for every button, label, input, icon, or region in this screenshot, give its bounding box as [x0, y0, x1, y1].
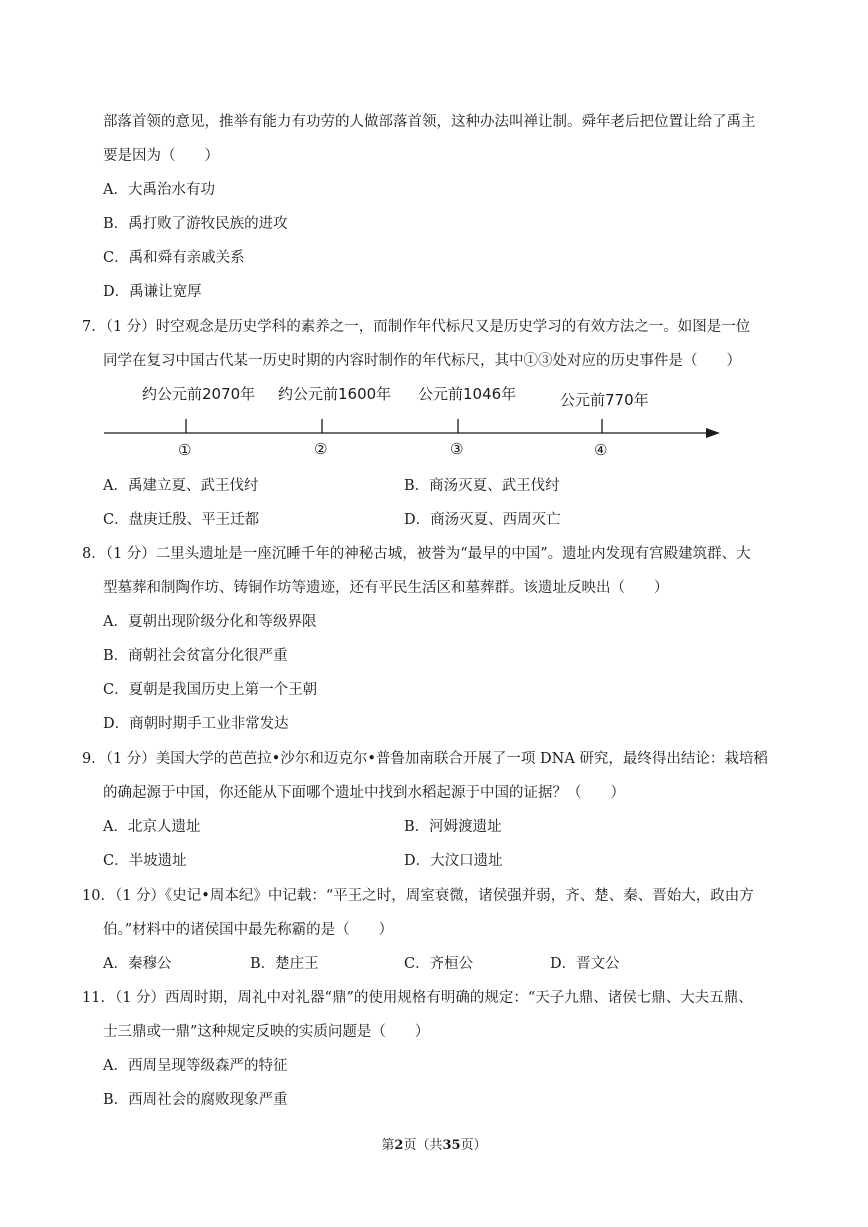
- footer-mid: 页（共: [403, 1138, 443, 1153]
- timeline-figure: [96, 378, 736, 464]
- q9-option-d: D．大汶口遗址: [404, 853, 503, 869]
- q6-stem-line1: 部落首领的意见，推举有能力有功劳的人做部落首领，这种办法叫禅让制。舜年老后把位置让给了禹主: [103, 114, 756, 130]
- timeline-arrow: [706, 428, 720, 438]
- timeline-mark-3: ③: [450, 440, 464, 458]
- q10-stem-line1: 10．（1 分）《史记•周本纪》中记载：“平王之时，周室衰微，诸侯强并弱，齐、楚、秦、晋始大，政由方: [82, 888, 754, 904]
- q11-option-a: A．西周呈现等级森严的特征: [103, 1058, 288, 1074]
- q8-stem-line1: 8．（1 分）二里头遗址是一座沉睡千年的神秘古城，被誉为“最早的中国”。遗址内发现有宫殿建筑群、大: [82, 546, 751, 562]
- q7-option-c: C．盘庚迁殷、平王迁都: [103, 512, 260, 528]
- timeline-label-4: 公元前770年: [560, 391, 649, 409]
- timeline-mark-4: ④: [594, 441, 608, 459]
- q10-option-b: B．楚庄王: [250, 956, 319, 972]
- q7-stem-line1: 7．（1 分）时空观念是历史学科的素养之一，而制作年代标尺又是历史学习的有效方法之一。如图是一位: [82, 319, 751, 335]
- q6-stem-line2: 要是因为（ ）: [103, 148, 219, 164]
- footer-total-pages: 35: [442, 1138, 461, 1153]
- q8-stem-line2: 型墓葬和制陶作坊、铸铜作坊等遗迹，还有平民生活区和墓葬群。该遗址反映出（ ）: [103, 580, 669, 596]
- q9-stem-line1: 9．（1 分）美国大学的芭芭拉•沙尔和迈克尔•普鲁加南联合开展了一项 DNA 研究，最终得出结论：栽培稻: [82, 751, 768, 767]
- q9-option-a: A．北京人遗址: [103, 819, 201, 835]
- q6-option-c: C．禹和舜有亲戚关系: [103, 250, 245, 266]
- q6-option-d: D．禹谦让宽厚: [103, 284, 202, 300]
- q8-option-d: D．商朝时期手工业非常发达: [103, 716, 289, 732]
- q9-option-b: B．河姆渡遗址: [404, 819, 502, 835]
- timeline-mark-2: ②: [314, 440, 328, 458]
- q10-option-d: D．晋文公: [550, 956, 620, 972]
- timeline-label-1: 约公元前2070年: [142, 385, 256, 403]
- q7-option-d: D．商汤灭夏、西周灭亡: [404, 512, 561, 528]
- q10-option-a: A．秦穆公: [103, 956, 172, 972]
- q9-stem-line2: 的确起源于中国，你还能从下面哪个遗址中找到水稻起源于中国的证据？（ ）: [103, 785, 625, 801]
- q10-option-c: C．齐桓公: [404, 956, 474, 972]
- q7-option-b: B．商汤灭夏、武王伐纣: [404, 478, 560, 494]
- q11-stem-line1: 11．（1 分）西周时期，周礼中对礼器“鼎”的使用规格有明确的规定：“天子九鼎、诸侯七鼎、大夫五鼎、: [82, 990, 753, 1006]
- q6-option-b: B．禹打败了游牧民族的进攻: [103, 216, 288, 232]
- q8-option-a: A．夏朝出现阶级分化和等级界限: [103, 614, 317, 630]
- q8-option-c: C．夏朝是我国历史上第一个王朝: [103, 682, 318, 698]
- q7-stem-line2: 同学在复习中国古代某一历史时期的内容时制作的年代标尺，其中①③处对应的历史事件是（ ）: [103, 353, 741, 369]
- timeline-label-3: 公元前1046年: [418, 385, 517, 403]
- q11-option-b: B．西周社会的腐败现象严重: [103, 1092, 288, 1108]
- q6-option-a: A．大禹治水有功: [103, 182, 215, 198]
- q9-option-c: C．半坡遗址: [103, 853, 187, 869]
- q8-option-b: B．商朝社会贫富分化很严重: [103, 648, 288, 664]
- timeline-label-2: 约公元前1600年: [278, 385, 392, 403]
- timeline-mark-1: ①: [178, 441, 192, 459]
- footer-prefix: 第: [381, 1138, 395, 1153]
- footer-suffix: 页）: [460, 1138, 487, 1153]
- q7-option-a: A．禹建立夏、武王伐纣: [103, 478, 259, 494]
- footer-page-number: 2: [394, 1138, 404, 1153]
- q10-stem-line2: 伯。”材料中的诸侯国中最先称霸的是（ ）: [103, 922, 394, 938]
- q11-stem-line2: 士三鼎或一鼎”这种规定反映的实质问题是（ ）: [103, 1024, 430, 1040]
- page-footer: [0, 1137, 868, 1155]
